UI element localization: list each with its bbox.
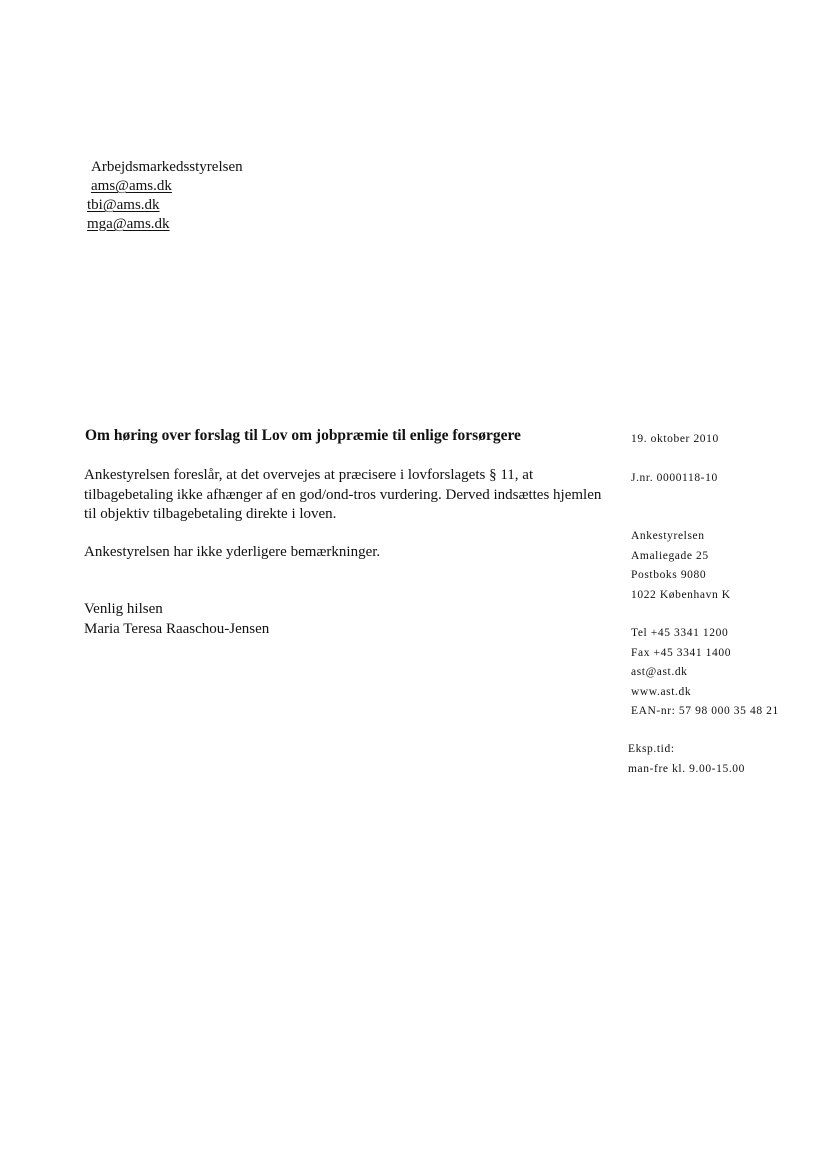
- address-line: Ankestyrelsen: [631, 530, 705, 542]
- paragraph-line: Ankestyrelsen foreslår, at det overvejes at præcisere i lovforslagets § 11, at: [84, 467, 534, 483]
- sender-address: [631, 527, 731, 605]
- letter-signature: Maria Teresa Raaschou-Jensen: [84, 621, 270, 637]
- office-hours: [628, 740, 745, 779]
- letter-closing: Venlig hilsen: [84, 601, 163, 617]
- letter-date: 19. oktober 2010: [631, 433, 719, 445]
- recipient-email-link[interactable]: ams@ams.dk: [91, 178, 172, 194]
- contact-fax: Fax +45 3341 1400: [631, 646, 732, 659]
- office-hours-label: Eksp.tid:: [628, 743, 675, 755]
- recipient-name: Arbejdsmarkedsstyrelsen: [91, 159, 243, 175]
- contact-email-link[interactable]: ast@ast.dk: [631, 666, 688, 678]
- recipient-email-link[interactable]: mga@ams.dk: [87, 216, 170, 232]
- recipient-email-link[interactable]: tbi@ams.dk: [87, 197, 160, 213]
- letter-paragraph: [84, 543, 624, 563]
- journal-number: J.nr. 0000118-10: [631, 472, 718, 484]
- paragraph-line: Ankestyrelsen har ikke yderligere bemærkninger.: [84, 544, 381, 560]
- contact-website-link[interactable]: www.ast.dk: [631, 685, 692, 698]
- contact-phone: Tel +45 3341 1200: [631, 627, 729, 639]
- contact-ean: EAN-nr: 57 98 000 35 48 21: [631, 705, 779, 717]
- paragraph-line: tilbagebetaling ikke afhænger af en god/ond-tros vurdering. Derved indsættes hjemlen: [84, 486, 602, 503]
- address-line: Postboks 9080: [631, 569, 707, 581]
- office-hours-value: man-fre kl. 9.00-15.00: [628, 762, 745, 775]
- letter-subject: Om høring over forslag til Lov om jobpræmie til enlige forsørgere: [85, 427, 521, 444]
- sender-contact: [631, 624, 779, 722]
- letter-paragraph: [84, 466, 624, 525]
- address-line: Amaliegade 25: [631, 549, 709, 562]
- paragraph-line: til objektiv tilbagebetaling direkte i loven.: [84, 506, 337, 522]
- address-line: 1022 København K: [631, 588, 731, 601]
